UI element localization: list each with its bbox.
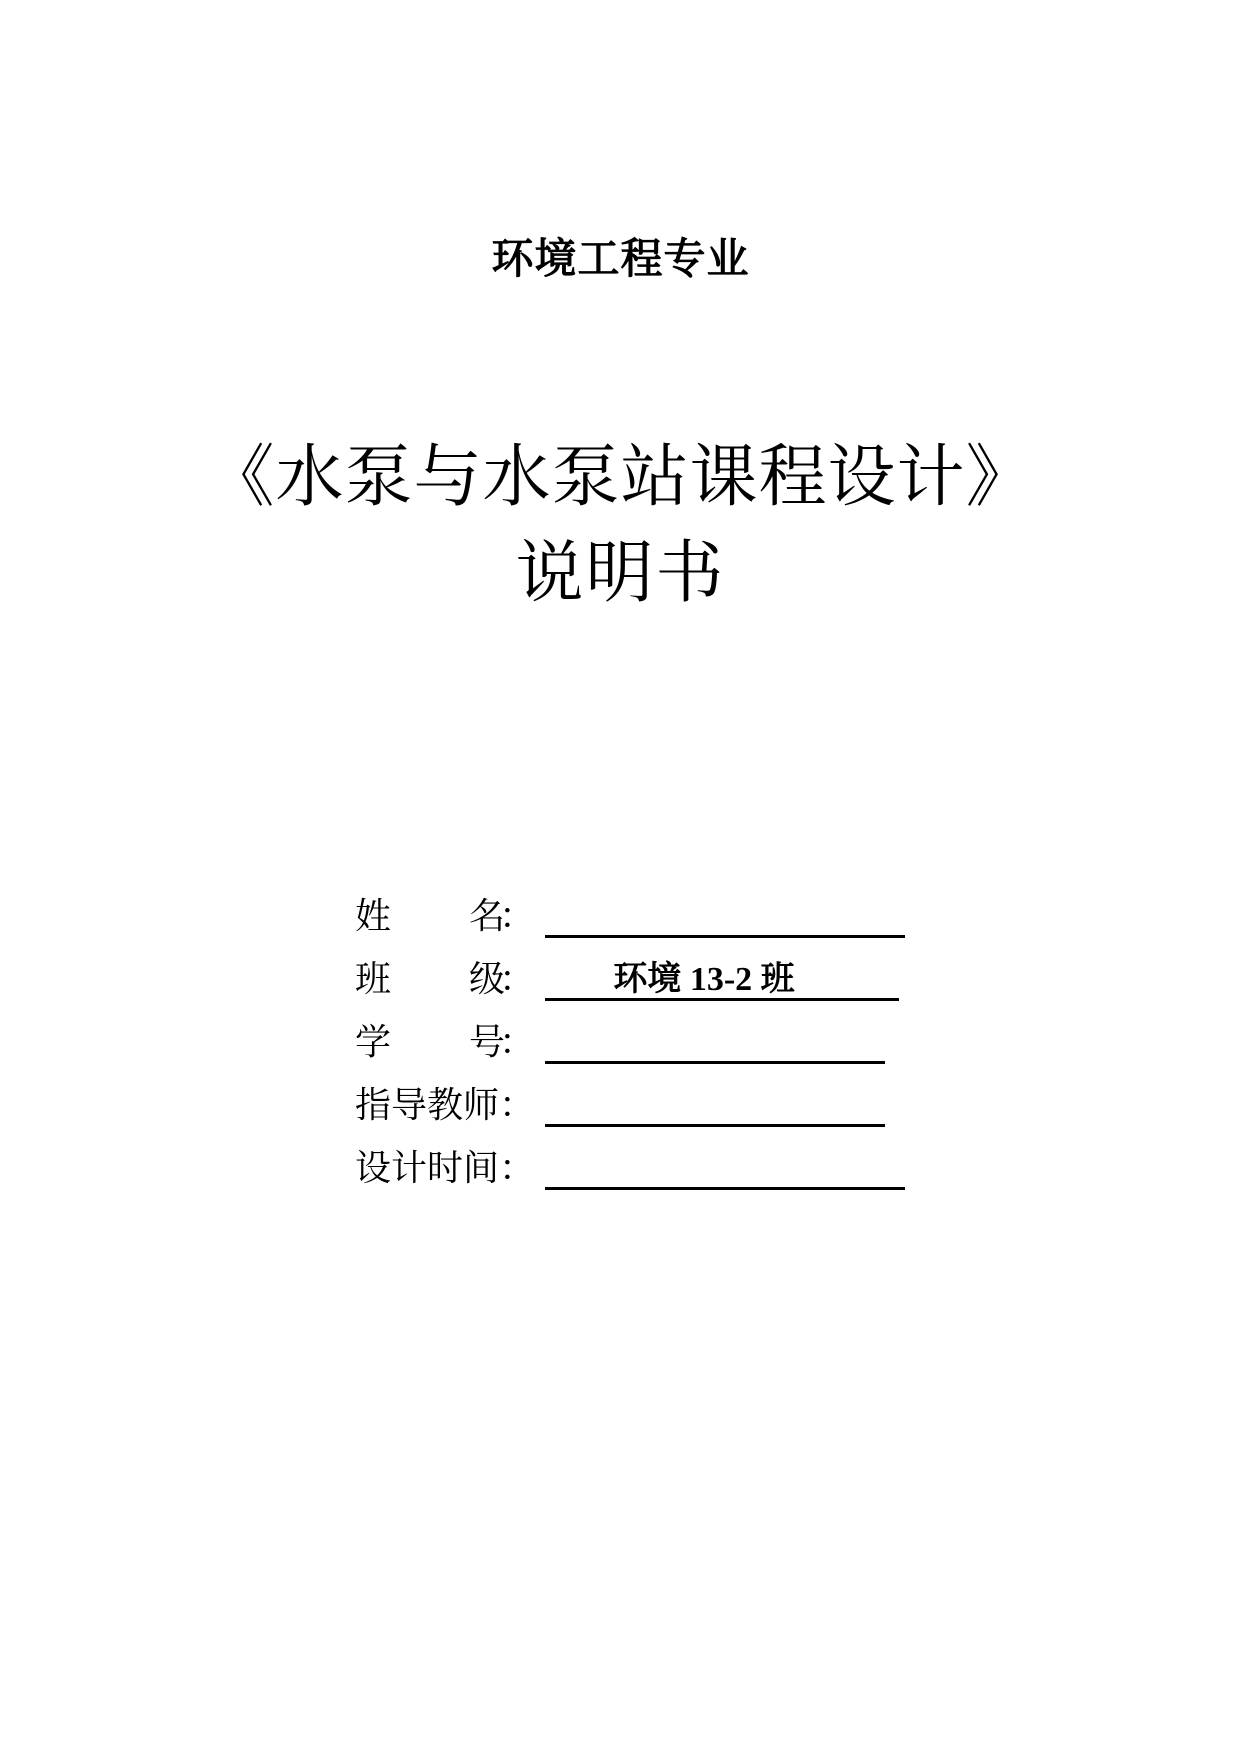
design-time-label xyxy=(355,1147,535,1191)
student-id-row xyxy=(355,1021,915,1065)
design-time-label-text: 设计时间 xyxy=(355,1148,500,1189)
advisor-row xyxy=(355,1084,915,1128)
document-subtitle: 说明书 xyxy=(515,534,726,613)
name-label-last: 名 xyxy=(468,896,505,937)
name-row xyxy=(355,895,915,939)
advisor-label xyxy=(355,1084,535,1128)
name-label xyxy=(355,895,535,939)
student-id-label-first: 学 xyxy=(355,1022,392,1063)
class-label-first: 班 xyxy=(355,959,392,1000)
name-label-colon: ： xyxy=(498,896,535,937)
advisor-field[interactable] xyxy=(545,1084,885,1127)
student-id-label-colon: ： xyxy=(498,1022,535,1063)
student-id-label xyxy=(355,1021,535,1065)
design-time-field[interactable] xyxy=(545,1147,905,1190)
name-label-first: 姓 xyxy=(355,896,392,937)
class-label xyxy=(355,958,535,1002)
student-id-label-last: 号 xyxy=(468,1022,505,1063)
class-label-last: 级 xyxy=(468,959,505,1000)
design-time-label-colon: ： xyxy=(499,1148,536,1189)
class-value: 环境 13-2 班 xyxy=(613,961,795,998)
advisor-label-colon: ： xyxy=(499,1085,536,1126)
course-title: 《水泵与水泵站课程设计》 xyxy=(206,438,1035,517)
name-field[interactable] xyxy=(545,895,905,938)
class-label-colon: ： xyxy=(498,959,535,1000)
major-heading: 环境工程专业 xyxy=(491,234,750,283)
design-time-row xyxy=(355,1147,915,1191)
class-row xyxy=(355,958,915,1002)
advisor-label-text: 指导教师 xyxy=(355,1085,500,1126)
student-id-field[interactable] xyxy=(545,1021,885,1064)
class-field[interactable] xyxy=(545,958,899,1001)
